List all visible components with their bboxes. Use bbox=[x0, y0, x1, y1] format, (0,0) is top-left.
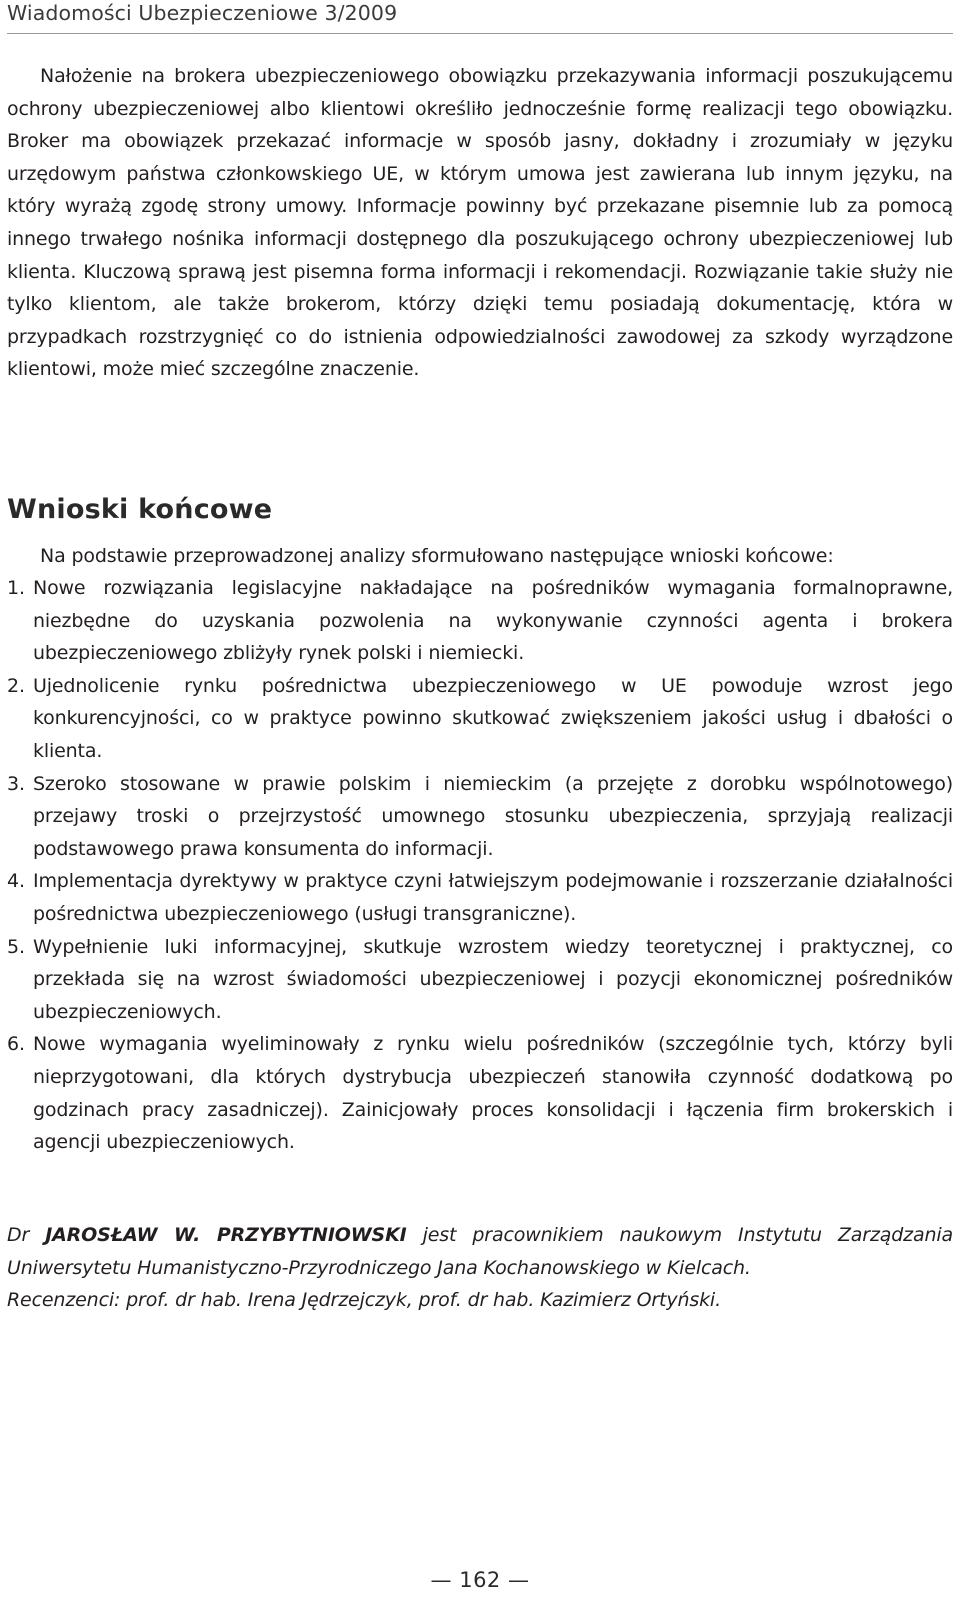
list-item-text: Szeroko stosowane w prawie polskim i niemieckim (a przejęte z dorobku wspólnotowego) przejawy troski o przejrzystość umownego stosunku ubezpieczenia, sprzyjają realizacji podstawowego prawa konsumenta do informacji. bbox=[33, 772, 953, 860]
section-heading: Wnioski końcowe bbox=[7, 494, 273, 525]
author-prefix: Dr bbox=[7, 1224, 30, 1246]
list-item-number: 4. bbox=[7, 870, 25, 893]
running-header bbox=[7, 0, 953, 34]
list-item bbox=[7, 865, 953, 930]
list-item-text: Implementacja dyrektywy w praktyce czyni łatwiejszym podejmowanie i rozszerzanie działalności pośrednictwa ubezpieczeniowego (usługi transgraniczne). bbox=[33, 870, 953, 925]
list-item-number: 3. bbox=[7, 772, 25, 795]
list-item-text: Ujednolicenie rynku pośrednictwa ubezpieczeniowego w UE powoduje wzrost jego konkurencyjności, co w praktyce powinno skutkować zwiększeniem jakości usług i dbałości o klienta. bbox=[33, 674, 953, 762]
list-item bbox=[7, 931, 953, 1029]
author-affiliation: jest pracownikiem naukowym Instytutu Zarządzania Uniwersytetu Humanistyczno-Przyrodniczego Jana Kochanowskiego w Kielcach. bbox=[7, 1224, 954, 1279]
list-item bbox=[7, 572, 953, 670]
list-item-number: 5. bbox=[7, 935, 25, 958]
list-item-number: 6. bbox=[7, 1033, 25, 1056]
list-item-text: Wypełnienie luki informacyjnej, skutkuje wzrostem wiedzy teoretycznej i praktycznej, co przekłada się na wzrost świadomości ubezpieczeniowej i pozycji ekonomicznej pośredników ubezpieczeniowych. bbox=[33, 935, 953, 1023]
list-item-text: Nowe rozwiązania legislacyjne nakładające na pośredników wymagania formalnoprawne, niezbędne do uzyskania pozwolenia na wykonywanie czynności agenta i brokera ubezpieczeniowego zbliżyły rynek polski i niemiecki. bbox=[33, 577, 953, 665]
author-note bbox=[7, 1219, 953, 1317]
list-item-text: Nowe wymagania wyeliminowały z rynku wielu pośredników (szczególnie tych, którzy byli nieprzygotowani, dla których dystrybucja ubezpieczeń stanowiła czynność dodatkową po godzinach pracy zasadniczej). Zainicjowały proces konsolidacji i łączenia firm brokerskich i agencji ubezpieczeniowych. bbox=[33, 1033, 953, 1154]
list-item-number: 2. bbox=[7, 674, 25, 697]
list-item bbox=[7, 768, 953, 866]
author-name: JAROSŁAW W. PRZYBYTNIOWSKI bbox=[45, 1224, 407, 1246]
list-item bbox=[7, 1028, 953, 1158]
list-item-number: 1. bbox=[7, 577, 25, 599]
page-number: — 162 — bbox=[430, 1568, 530, 1592]
conclusions-list bbox=[7, 572, 953, 1159]
body-paragraph: Nałożenie na brokera ubezpieczeniowego obowiązku przekazywania informacji poszukującemu ochrony ubezpieczeniowej albo klientowi określiło jednocześnie formę realizacji tego obowiązku. Broker ma obowiązek przekazać informacje w sposób jasny, dokładny i zrozumiały w języku urzędowym państwa członkowskiego UE, w którym umowa jest zawierana lub innym języku, na który wyrażą zgodę strony umowy. Informacje powinny być przekazane pisemnie lub za pomocą innego trwałego nośnika informacji dostępnego dla poszukującego ochrony ubezpieczeniowej lub klienta. Kluczową sprawą jest pisemna forma informacji i rekomendacji. Rozwiązanie takie służy nie tylko klientom, ale także brokerom, którzy dzięki temu posiadają dokumentację, która w przypadkach rozstrzygnięć co do istnienia odpowiedzialności zawodowej za szkody wyrządzone klientowi, może mieć szczególne znaczenie. bbox=[7, 65, 953, 381]
list-item bbox=[7, 670, 953, 768]
reviewers-note: Recenzenci: prof. dr hab. Irena Jędrzejczyk, prof. dr hab. Kazimierz Ortyński. bbox=[7, 1289, 721, 1312]
section-intro: Na podstawie przeprowadzonej analizy sformułowano następujące wnioski końcowe: bbox=[40, 545, 834, 567]
journal-title: Wiadomości Ubezpieczeniowe 3/2009 bbox=[7, 1, 398, 25]
